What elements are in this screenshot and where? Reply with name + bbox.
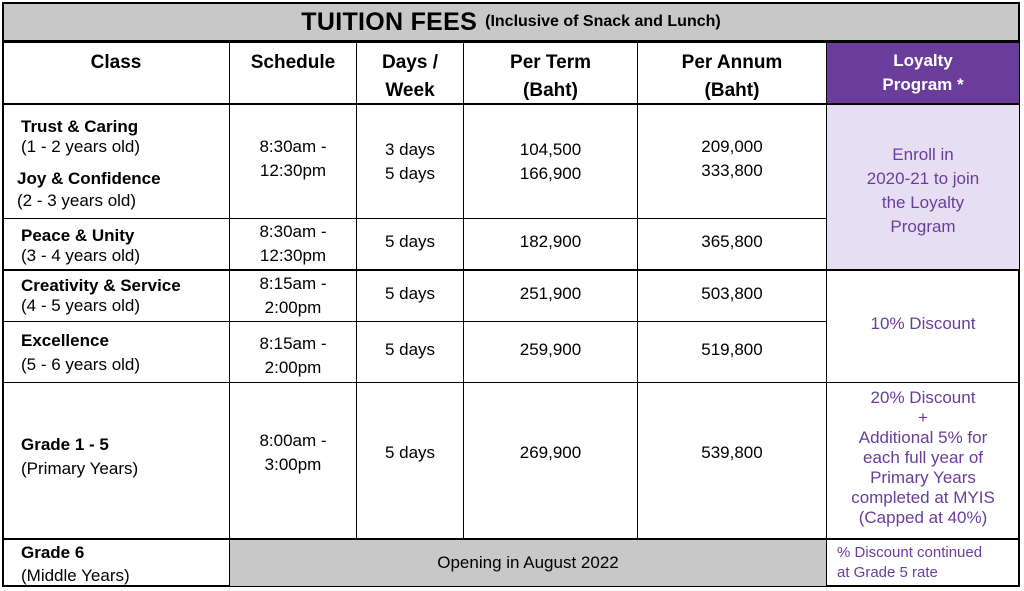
- opening-text: Opening in August 2022: [437, 553, 619, 572]
- loyalty-enroll-cell: [826, 104, 1020, 270]
- table-row-1-schedule: [229, 104, 357, 219]
- schedule-end: 2:00pm: [264, 358, 322, 377]
- header-days-line1: Days /: [382, 52, 438, 73]
- days-value: 5 days: [384, 232, 436, 251]
- loyalty-twenty-line: Additional 5% for: [858, 428, 988, 447]
- term-fee: 166,900: [519, 164, 582, 183]
- class-name: Trust & Caring: [21, 117, 139, 136]
- header-per-annum: [637, 42, 827, 104]
- table-row-1-annum: [637, 104, 827, 219]
- table-row-4-annum: [637, 321, 827, 383]
- class-age: (Middle Years): [21, 566, 130, 585]
- header-annum-line1: Per Annum: [681, 52, 783, 73]
- table-row-3-days: [356, 269, 464, 322]
- table-row-5-days: [356, 382, 464, 539]
- schedule-start: 8:15am -: [259, 334, 327, 353]
- class-name: Excellence: [21, 331, 109, 350]
- table-row-5-class: [2, 382, 230, 539]
- table-row-4-term: [463, 321, 638, 383]
- class-age: (1 - 2 years old): [21, 137, 141, 156]
- class-age: (5 - 6 years old): [21, 355, 141, 374]
- title-bar: [2, 2, 1020, 42]
- term-fee: 182,900: [519, 232, 582, 251]
- table-row-2-term: [463, 218, 638, 270]
- header-annum-line2: (Baht): [704, 80, 760, 101]
- header-class-label: Class: [90, 52, 142, 73]
- loyalty-ten-cell: [826, 269, 1020, 383]
- loyalty-enroll-line: Enroll in: [892, 145, 954, 164]
- days-value: 5 days: [384, 443, 436, 462]
- table-row-4-days: [356, 321, 464, 383]
- term-fee: 259,900: [519, 340, 582, 359]
- term-fee: 104,500: [519, 140, 582, 159]
- days-value: 5 days: [384, 284, 436, 303]
- loyalty-twenty-line: completed at MYIS: [851, 488, 995, 507]
- page-subtitle: (Inclusive of Snack and Lunch): [485, 13, 721, 30]
- class-name: Joy & Confidence: [17, 169, 161, 188]
- schedule-start: 8:00am -: [259, 431, 327, 450]
- loyalty-twenty-cell: [826, 382, 1020, 539]
- table-row-6-class: [2, 538, 230, 587]
- header-schedule: [229, 42, 357, 104]
- class-age: (3 - 4 years old): [21, 246, 141, 265]
- class-name: Grade 6: [21, 543, 85, 562]
- schedule-end: 12:30pm: [259, 161, 327, 180]
- table-row-2-class: [2, 218, 230, 270]
- loyalty-twenty-line: 20% Discount: [870, 388, 976, 407]
- table-row-5-term: [463, 382, 638, 539]
- schedule-end: 3:00pm: [264, 455, 322, 474]
- term-fee: 269,900: [519, 443, 582, 462]
- loyalty-twenty-line: Primary Years: [870, 468, 976, 487]
- header-term-line2: (Baht): [523, 80, 578, 101]
- table-row-3-class: [2, 269, 230, 322]
- loyalty-twenty-line: +: [918, 408, 928, 427]
- table-row-5-schedule: [229, 382, 357, 539]
- class-name: Peace & Unity: [21, 226, 135, 245]
- page-title: TUITION FEES: [301, 7, 478, 36]
- loyalty-ten-text: 10% Discount: [870, 314, 976, 333]
- loyalty-enroll-line: the Loyalty: [881, 193, 965, 212]
- annum-fee: 365,800: [701, 232, 763, 251]
- class-age: (Primary Years): [21, 459, 139, 478]
- class-name: Grade 1 - 5: [21, 435, 109, 454]
- header-term-line1: Per Term: [510, 52, 591, 73]
- header-loyalty-line1: Loyalty: [893, 51, 953, 70]
- loyalty-twenty-line: (Capped at 40%): [858, 508, 988, 527]
- term-fee: 251,900: [519, 284, 582, 303]
- annum-fee: 519,800: [701, 340, 763, 359]
- class-age: (2 - 3 years old): [17, 191, 137, 210]
- schedule-start: 8:30am -: [259, 222, 327, 241]
- header-loyalty: [826, 42, 1020, 104]
- opening-notice: [229, 538, 827, 587]
- schedule-start: 8:15am -: [259, 274, 327, 293]
- annum-fee: 539,800: [701, 443, 763, 462]
- loyalty-twenty-line: each full year of: [862, 448, 983, 467]
- table-row-4-class: [2, 321, 230, 383]
- days-value: 5 days: [384, 164, 436, 183]
- annum-fee: 209,000: [701, 137, 763, 156]
- header-days-line2: Week: [385, 80, 435, 101]
- header-days: [356, 42, 464, 104]
- loyalty-enroll-line: Program: [890, 217, 956, 236]
- table-row-2-schedule: [229, 218, 357, 270]
- loyalty-grade6-cell: [826, 538, 1020, 587]
- schedule-start: 8:30am -: [259, 137, 327, 156]
- schedule-end: 2:00pm: [264, 298, 322, 317]
- annum-fee: 503,800: [701, 284, 763, 303]
- table-row-4-schedule: [229, 321, 357, 383]
- table-row-1-class: [2, 104, 230, 219]
- header-class: [2, 42, 230, 104]
- class-name: Creativity & Service: [21, 276, 181, 295]
- table-row-1-days: [356, 104, 464, 219]
- class-age: (4 - 5 years old): [21, 296, 141, 315]
- schedule-end: 12:30pm: [259, 246, 327, 265]
- table-row-1-term: [463, 104, 638, 219]
- table-row-3-annum: [637, 269, 827, 322]
- loyalty-enroll-line: 2020-21 to join: [866, 169, 980, 188]
- table-row-2-annum: [637, 218, 827, 270]
- table-row-3-term: [463, 269, 638, 322]
- annum-fee: 333,800: [701, 161, 763, 180]
- days-value: 5 days: [384, 340, 436, 359]
- header-loyalty-line2: Program *: [882, 75, 964, 94]
- header-per-term: [463, 42, 638, 104]
- loyalty-grade6-line: at Grade 5 rate: [837, 564, 938, 581]
- loyalty-grade6-line: % Discount continued: [837, 544, 983, 561]
- table-row-2-days: [356, 218, 464, 270]
- table-row-3-schedule: [229, 269, 357, 322]
- header-schedule-label: Schedule: [250, 52, 336, 73]
- table-row-5-annum: [637, 382, 827, 539]
- days-value: 3 days: [384, 140, 436, 159]
